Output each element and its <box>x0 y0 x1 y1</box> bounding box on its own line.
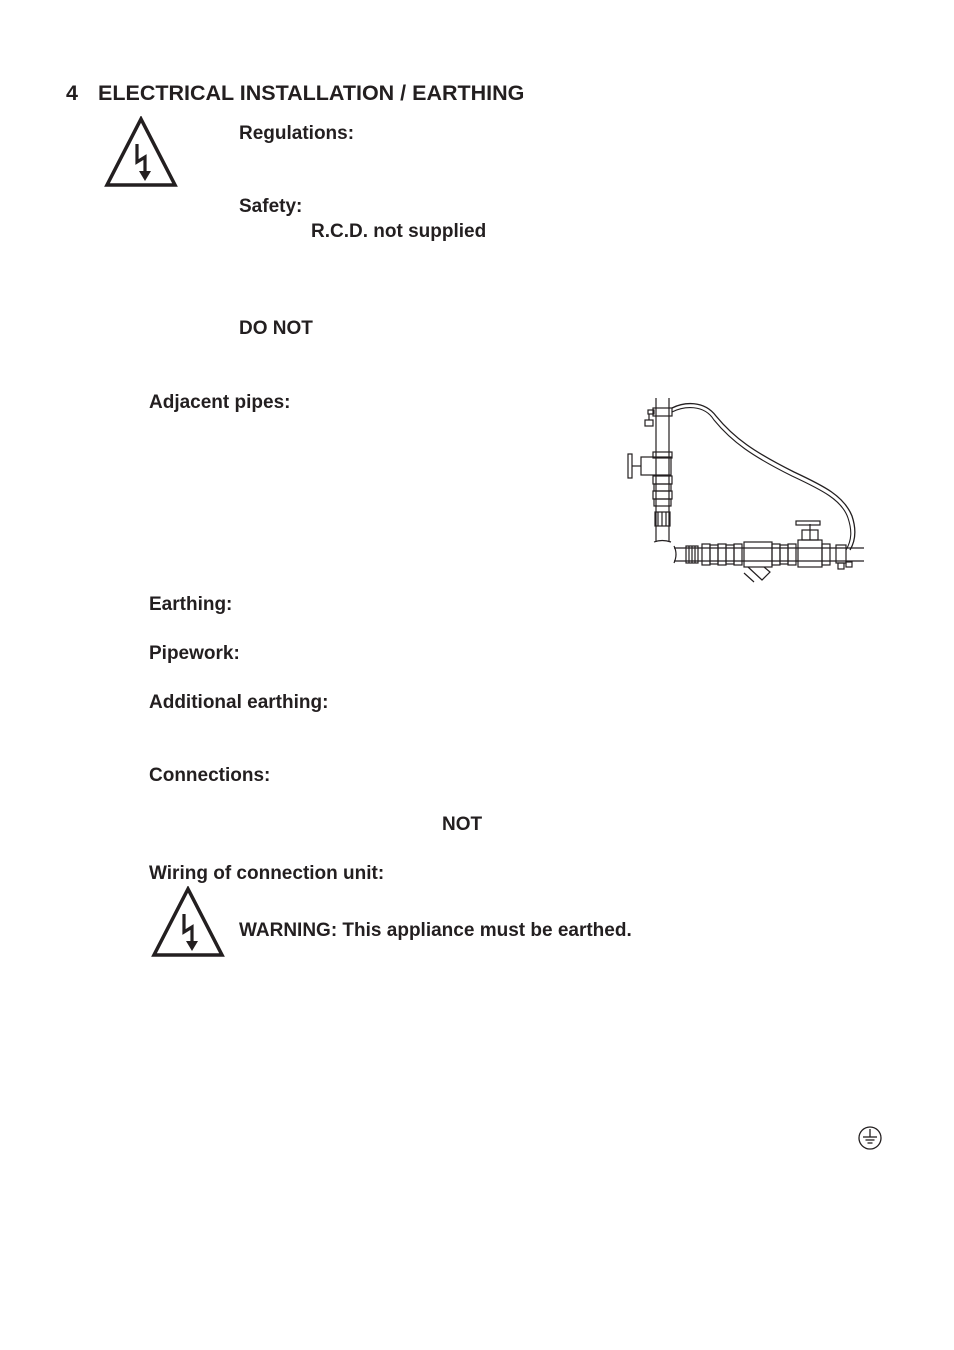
earth-ground-icon <box>857 1125 883 1151</box>
section-title: ELECTRICAL INSTALLATION / EARTHING <box>98 81 525 105</box>
regulations-label: Regulations: <box>239 123 355 144</box>
electrical-hazard-icon <box>151 886 225 958</box>
do-not-label: DO NOT <box>239 318 313 339</box>
wiring-label: Wiring of connection unit: <box>149 863 385 884</box>
warning-text: WARNING: This appliance must be earthed. <box>239 920 632 941</box>
section-number: 4 <box>66 81 78 105</box>
not-label: NOT <box>442 814 483 835</box>
safety-label: Safety: <box>239 196 303 217</box>
additional-earthing-label: Additional earthing: <box>149 692 329 713</box>
rcd-label: R.C.D. not supplied <box>311 221 487 242</box>
earthing-label: Earthing: <box>149 594 233 615</box>
connections-label: Connections: <box>149 765 271 786</box>
pipework-label: Pipework: <box>149 643 240 664</box>
pipe-bonding-diagram <box>624 394 874 586</box>
electrical-hazard-icon <box>104 116 178 188</box>
adjacent-pipes-label: Adjacent pipes: <box>149 392 291 413</box>
